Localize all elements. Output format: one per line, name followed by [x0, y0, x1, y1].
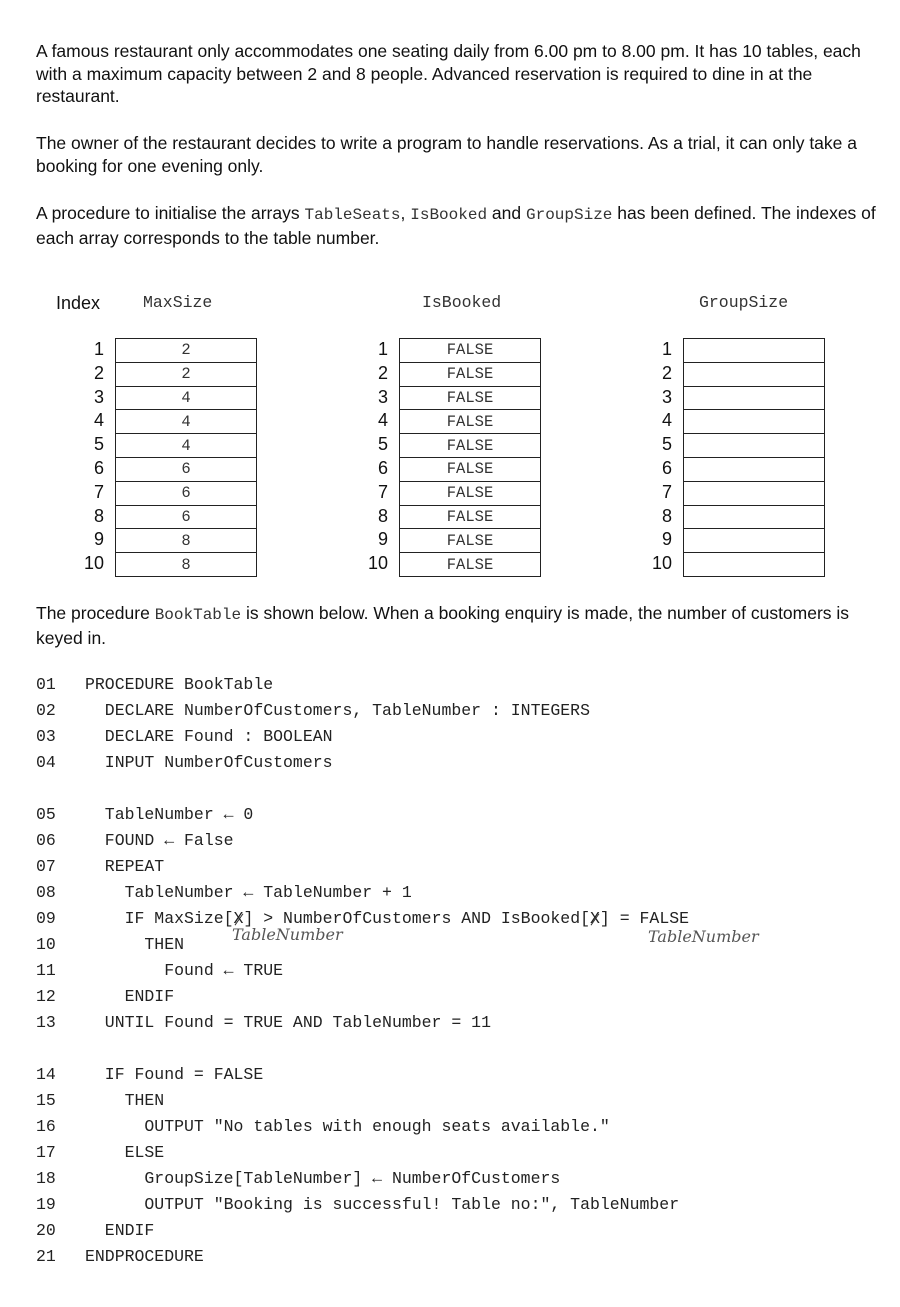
array-cell: 4: [116, 434, 257, 458]
index-label: 2: [377, 362, 388, 383]
index-label: 5: [377, 434, 388, 455]
maxsize-heading: MaxSize: [143, 293, 213, 312]
groupsize-heading: GroupSize: [699, 293, 789, 312]
index-label: 4: [377, 410, 388, 431]
index-label: 10: [651, 553, 672, 574]
array-cell: 6: [116, 481, 257, 505]
code-line: 13 UNTIL Found = TRUE AND TableNumber = 11: [36, 1013, 491, 1032]
code-line: 07 REPEAT: [36, 857, 165, 876]
code-line: 04 INPUT NumberOfCustomers: [36, 753, 333, 772]
array-cell: FALSE: [400, 339, 541, 363]
struck-index: X: [590, 906, 600, 932]
array-cell: FALSE: [400, 457, 541, 481]
array-cell: [684, 529, 825, 553]
index-label: 7: [661, 481, 672, 502]
code-line: 17 ELSE: [36, 1143, 165, 1162]
index-label: 3: [661, 386, 672, 407]
index-label: 2: [661, 362, 672, 383]
maxsize-array: [115, 338, 257, 577]
index-label: 10: [367, 553, 388, 574]
index-label: 2: [93, 362, 104, 383]
array-cell: 2: [116, 339, 257, 363]
intro-paragraph-3: A procedure to initialise the arrays TableSeats, IsBooked and GroupSize has been defined. The indexes of each array corresponds to the table number.: [36, 203, 876, 248]
array-cell: FALSE: [400, 434, 541, 458]
index-label: 6: [377, 457, 388, 478]
array-cell: 8: [116, 529, 257, 553]
index-label: 3: [93, 386, 104, 407]
code-line: 03 DECLARE Found : BOOLEAN: [36, 727, 333, 746]
index-label: 10: [83, 553, 104, 574]
struck-index: X: [234, 906, 244, 932]
index-label: 1: [377, 339, 388, 359]
code-line: 19 OUTPUT "Booking is successful! Table no:", TableNumber: [36, 1195, 680, 1214]
code-line: 20 ENDIF: [36, 1221, 155, 1240]
array-cell: [684, 457, 825, 481]
index-label: 7: [377, 481, 388, 502]
code-line: 11 Found ← TRUE: [36, 961, 284, 980]
index-heading: Index: [56, 293, 101, 313]
index-label: 7: [93, 481, 104, 502]
index-label: 4: [661, 410, 672, 431]
code-line: 01 PROCEDURE BookTable: [36, 675, 274, 694]
array-cell: [684, 386, 825, 410]
index-label: 9: [93, 529, 104, 550]
maxsize-index-column: [80, 338, 104, 576]
array-cell: FALSE: [400, 553, 541, 577]
index-label: 6: [93, 457, 104, 478]
index-label: 3: [377, 386, 388, 407]
procedure-intro: The procedure BookTable is shown below. When a booking enquiry is made, the number of customers is keyed in.: [36, 603, 850, 648]
code-line: 05 TableNumber ← 0: [36, 805, 254, 824]
index-label: 9: [377, 529, 388, 550]
code-line: 21 ENDPROCEDURE: [36, 1247, 204, 1266]
array-cell: FALSE: [400, 481, 541, 505]
index-label: 5: [661, 434, 672, 455]
index-label: 5: [93, 434, 104, 455]
pseudocode-block: [36, 672, 886, 1270]
array-cell: [684, 481, 825, 505]
array-cell: 6: [116, 505, 257, 529]
array-cell: [684, 410, 825, 434]
array-cell: FALSE: [400, 386, 541, 410]
code-line: 09 IF MaxSize[X] > NumberOfCustomers AND IsBooked[X] = FALSE: [36, 906, 886, 932]
code-line: 16 OUTPUT "No tables with enough seats available.": [36, 1117, 610, 1136]
array-cell: 8: [116, 553, 257, 577]
index-label: 1: [93, 339, 104, 359]
array-cell: FALSE: [400, 505, 541, 529]
array-cell: [684, 339, 825, 363]
intro-paragraph-2: The owner of the restaurant decides to write a program to handle reservations. As a trial, it can only take a booking for one evening only.: [36, 133, 857, 176]
code-line: 10 THEN: [36, 935, 185, 954]
code-line: 12 ENDIF: [36, 987, 175, 1006]
array-cell: 4: [116, 410, 257, 434]
array-cell: [684, 434, 825, 458]
array-cell: 6: [116, 457, 257, 481]
isbooked-heading: IsBooked: [422, 293, 502, 312]
index-label: 8: [93, 505, 104, 526]
isbooked-array: [399, 338, 541, 577]
index-label: 8: [661, 505, 672, 526]
code-line: 08 TableNumber ← TableNumber + 1: [36, 883, 412, 902]
handwritten-note: TableNumber: [232, 925, 343, 944]
isbooked-index-column: [364, 338, 388, 576]
groupsize-index-column: [648, 338, 672, 576]
index-label: 1: [661, 339, 672, 359]
array-cell: [684, 553, 825, 577]
array-cell: [684, 362, 825, 386]
groupsize-array: [683, 338, 825, 577]
code-line: 02 DECLARE NumberOfCustomers, TableNumber : INTEGERS: [36, 701, 590, 720]
code-line: 18 GroupSize[TableNumber] ← NumberOfCustomers: [36, 1169, 561, 1188]
index-label: 4: [93, 410, 104, 431]
array-cell: FALSE: [400, 410, 541, 434]
handwritten-note: TableNumber: [648, 927, 759, 946]
index-label: 9: [661, 529, 672, 550]
index-label: 8: [377, 505, 388, 526]
array-cell: FALSE: [400, 362, 541, 386]
intro-paragraph-1: A famous restaurant only accommodates one seating daily from 6.00 pm to 8.00 pm. It has 10 tables, each with a maximum capacity between 2 and 8 people. Advanced reservation is required to dine in at the restaurant.: [36, 41, 861, 106]
index-label: 6: [661, 457, 672, 478]
array-cell: 2: [116, 362, 257, 386]
code-line: 06 FOUND ← False: [36, 831, 234, 850]
code-line: 14 IF Found = FALSE: [36, 1065, 264, 1084]
array-cell: 4: [116, 386, 257, 410]
array-cell: FALSE: [400, 529, 541, 553]
array-cell: [684, 505, 825, 529]
code-line: 15 THEN: [36, 1091, 165, 1110]
